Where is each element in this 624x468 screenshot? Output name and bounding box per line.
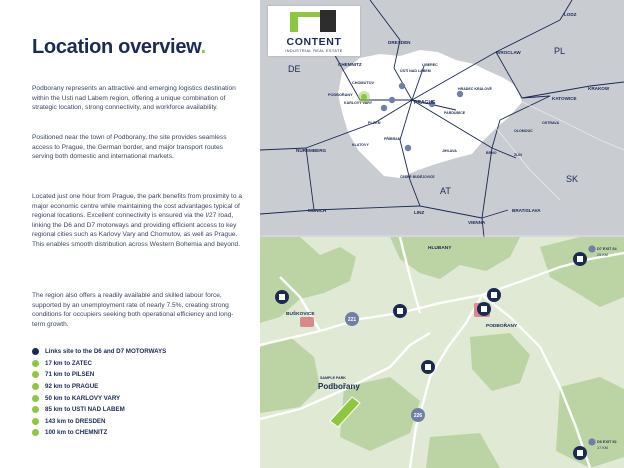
connections-list <box>32 346 166 439</box>
city-label: CHEMNITZ <box>338 62 362 67</box>
motorway-exit-icon <box>588 245 595 252</box>
forest-areas <box>260 237 624 468</box>
city-label: NUREMBERG <box>296 148 327 153</box>
road-marker-icon <box>457 91 463 97</box>
city-label: OLOMOUC <box>514 129 533 133</box>
road-marker-icon <box>381 105 387 111</box>
road-number: 226 <box>413 413 423 419</box>
city-label: PŘÍBRAM <box>384 137 401 141</box>
town-label: HLUBANY <box>428 246 452 251</box>
road-marker-icon <box>399 83 405 89</box>
page-title: Location overview. <box>32 36 206 58</box>
local-map <box>260 237 624 468</box>
list-item: 143 km to DRESDEN <box>32 416 166 428</box>
motorway-exit-icon <box>588 438 595 445</box>
logo-mark-icon <box>268 6 360 36</box>
logo-wordmark: CONTENT <box>286 36 342 48</box>
city-label: LINZ <box>414 210 425 215</box>
exit-distance: 17 KM <box>597 446 608 450</box>
exit-distance: 25 KM <box>597 253 608 257</box>
road-marker-icon <box>405 145 411 151</box>
city-label: KLATOVY <box>352 143 369 147</box>
exit-label: D7 EXIT 64 <box>597 247 617 251</box>
city-label: KARLOVY VARY <box>344 101 373 105</box>
city-label: LIBEREC <box>422 63 438 67</box>
list-item: Links site to the D6 and D7 MOTORWAYS <box>32 346 166 358</box>
location-icon <box>32 406 39 413</box>
paragraph-position: Positioned near the town of Podborany, the site provides seamless access to Prague, the German border, and major transport routes serving both domestic and international markets. <box>32 134 227 161</box>
location-icon <box>32 418 39 425</box>
city-label: MUNICH <box>308 208 327 213</box>
city-label: PLZEŇ <box>368 121 381 125</box>
site-location-pin-icon <box>361 94 367 100</box>
list-item: 100 km to CHEMNITZ <box>32 427 166 439</box>
country-label: SK <box>566 174 579 184</box>
road-number: 221 <box>347 317 357 323</box>
city-label: LODZ <box>564 12 577 17</box>
city-label: ÚSTÍ NAD LABEM <box>400 69 431 73</box>
city-label: OSTRAVA <box>542 121 560 125</box>
text-panel <box>0 0 258 468</box>
maps-panel <box>260 0 624 468</box>
logo-subtitle: INDUSTRIAL REAL ESTATE <box>285 49 343 53</box>
location-icon <box>32 429 39 436</box>
city-label: BRNO <box>486 151 497 155</box>
city-label: ZLÍN <box>514 153 522 157</box>
city-label: ČESKÉ BUDĚJOVICE <box>400 175 435 179</box>
city-label: KRAKOW <box>588 86 610 91</box>
city-label: PARDUBICE <box>444 111 466 115</box>
town-label: PODBOŘANY <box>486 324 518 329</box>
road-marker-icon <box>389 97 395 103</box>
city-label: KATOWICE <box>552 96 577 101</box>
location-icon <box>32 383 39 390</box>
city-label: PRAGUE <box>414 100 436 106</box>
list-item: 92 km to PRAGUE <box>32 381 166 393</box>
location-icon <box>32 360 39 367</box>
country-label: DE <box>288 64 301 74</box>
location-icon <box>32 395 39 402</box>
paragraph-connectivity: Located just one hour from Prague, the park benefits from proximity to a major economic centre while maintaining the cost advantages typical of regional locations. Excellent connectivity is ensured via the I/27 road, linking the D6 and D7 motorways and providing efficient access to key regional cities such as Karlovy Vary and Chomutov, as well as Prague. This enables smooth distribution across Western Bohemia and beyond. <box>32 193 243 248</box>
city-label: VIENNA <box>468 220 486 225</box>
site-small-label: SAMPLE PARK <box>320 376 346 380</box>
city-label: DRESDEN <box>388 40 411 45</box>
content-logo <box>268 6 360 56</box>
list-item: 50 km to KARLOVY VARY <box>32 392 166 404</box>
paragraph-intro: Podborany represents an attractive and emerging logistics destination within the Usti nad Labem region, offering a unique combination of strategic location, strong connectivity, and workforce availability. <box>32 85 236 112</box>
city-label: HRADEC KRÁLOVÉ <box>458 87 492 91</box>
list-item: 71 km to PILSEN <box>32 369 166 381</box>
motorway-icon <box>32 348 39 355</box>
city-label: WROCLAW <box>496 50 521 55</box>
location-icon <box>32 371 39 378</box>
list-item: 85 km to USTI NAD LABEM <box>32 404 166 416</box>
local-map-svg <box>260 237 624 468</box>
city-label: JIHLAVA <box>442 149 457 153</box>
town-label: BUŠKOVICE <box>286 312 315 317</box>
list-item: 17 km to ZATEC <box>32 358 166 370</box>
city-label: BRATISLAVA <box>512 208 541 213</box>
country-label: AT <box>440 186 451 196</box>
site-name-label: Podbořany <box>318 382 360 391</box>
paragraph-labour: The region also offers a readily available and skilled labour force, supported by an unemployment rate of nearly 7.5%, creating strong conditions for occupiers seeking both operational efficiency and long-term growth. <box>32 292 234 328</box>
europe-map <box>260 0 624 237</box>
country-label: PL <box>554 46 566 56</box>
city-label: PODBOŘANY <box>328 93 353 97</box>
city-label: CHOMUTOV <box>352 81 375 85</box>
exit-label: D6 EXIT 52 <box>597 440 617 444</box>
